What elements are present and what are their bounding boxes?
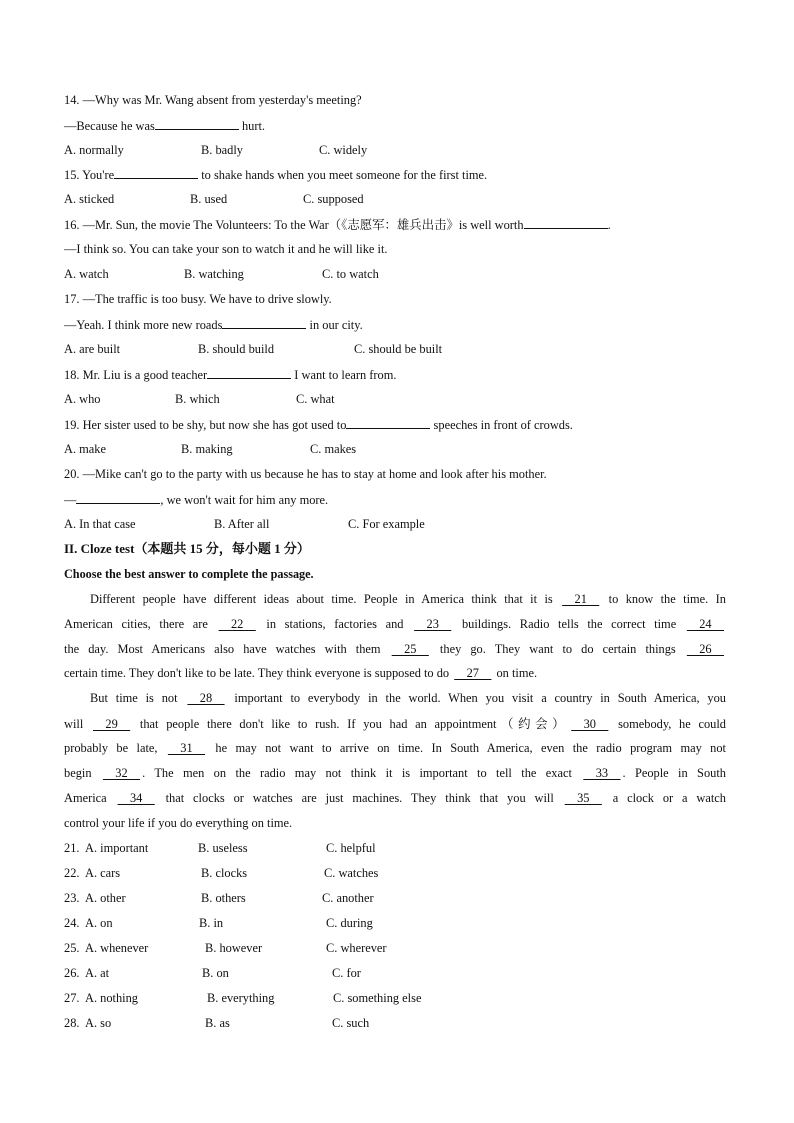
cloze-blank[interactable]: 26: [686, 642, 725, 656]
option-a[interactable]: A. important: [85, 841, 149, 855]
question-text: speeches in front of crowds.: [430, 418, 573, 432]
option-a[interactable]: A. nothing: [85, 991, 139, 1005]
option-b[interactable]: B. should build: [198, 342, 275, 356]
cloze-blank[interactable]: 28: [187, 691, 225, 705]
passage-text: a clock or a watch: [603, 791, 726, 805]
option-c[interactable]: C. supposed: [303, 192, 364, 206]
answer-blank[interactable]: [114, 166, 198, 179]
question-text: —Yeah. I think more new roads: [64, 318, 223, 332]
option-c[interactable]: C. another: [322, 891, 374, 905]
option-c[interactable]: C. watches: [324, 866, 379, 880]
passage-text: begin: [64, 766, 101, 780]
option-b[interactable]: B. useless: [198, 841, 248, 855]
passage-line: [64, 665, 726, 681]
cloze-blank[interactable]: 33: [583, 766, 621, 780]
question-text: Her sister used to be shy, but now she has got used to: [82, 418, 347, 432]
option-c[interactable]: C. during: [326, 916, 373, 930]
passage-text: Different people have different ideas about time. People in America think that it is: [90, 592, 561, 606]
question-number: 17.: [64, 292, 80, 306]
passage-text: But time is not: [90, 691, 186, 705]
cloze-blank[interactable]: 22: [218, 617, 256, 631]
answer-number: 23.: [64, 891, 80, 905]
option-b[interactable]: B. After all: [214, 517, 270, 531]
question-number: 16.: [64, 218, 80, 232]
option-b[interactable]: B. everything: [207, 991, 275, 1005]
passage-line: control your life if you do everything on time.: [64, 816, 293, 830]
question-20: [64, 466, 547, 482]
question-number: 14.: [64, 93, 80, 107]
option-c[interactable]: C. for: [332, 966, 361, 980]
passage-text: that clocks or watches are just machines. They think that you will: [156, 791, 563, 805]
answer-blank[interactable]: [155, 117, 239, 130]
answer-blank[interactable]: [524, 216, 608, 229]
option-a[interactable]: A. watch: [64, 267, 109, 281]
answer-number: 28.: [64, 1016, 80, 1030]
cloze-blank[interactable]: 29: [93, 717, 131, 731]
answer-blank[interactable]: [76, 491, 160, 504]
option-a[interactable]: A. at: [85, 966, 110, 980]
option-c[interactable]: C. widely: [319, 143, 368, 157]
passage-line: [64, 716, 726, 732]
question-text: —: [64, 493, 77, 507]
option-b[interactable]: B. badly: [201, 143, 243, 157]
option-a[interactable]: A. make: [64, 442, 106, 456]
question-text: —The traffic is too busy. We have to drive slowly.: [82, 292, 332, 306]
option-c[interactable]: C. what: [296, 392, 335, 406]
passage-line: [64, 641, 726, 657]
question-text: I want to learn from.: [291, 368, 397, 382]
question-14-answer-line: [64, 117, 265, 134]
question-14: [64, 92, 362, 108]
option-c[interactable]: C. helpful: [326, 841, 376, 855]
option-c[interactable]: C. should be built: [354, 342, 443, 356]
passage-text: somebody, he could: [610, 717, 726, 731]
option-c[interactable]: C. For example: [348, 517, 425, 531]
option-b[interactable]: B. watching: [184, 267, 244, 281]
question-number: 15.: [64, 168, 80, 182]
question-16: [64, 216, 611, 233]
cloze-blank[interactable]: 32: [102, 766, 141, 780]
passage-text: to know the time. In: [601, 592, 726, 606]
question-text: —Mike can't go to the party with us because he has to stay at home and look after his mother.: [82, 467, 547, 481]
passage-text: they go. They want to do certain things: [430, 642, 685, 656]
section-instruction: Choose the best answer to complete the passage.: [64, 567, 314, 581]
question-20-answer-line: [64, 491, 328, 508]
question-text: —Mr. Sun, the movie The Volunteers: To the War（《志愿军：雄兵出击》is well worth: [82, 218, 524, 232]
option-c[interactable]: C. wherever: [326, 941, 387, 955]
option-b[interactable]: B. in: [199, 916, 224, 930]
option-a[interactable]: A. sticked: [64, 192, 115, 206]
cloze-blank[interactable]: 30: [571, 717, 609, 731]
question-number: 19.: [64, 418, 80, 432]
answer-blank[interactable]: [222, 316, 306, 329]
option-c[interactable]: C. something else: [333, 991, 422, 1005]
passage-line: [64, 740, 726, 756]
question-16-reply: —I think so. You can take your son to watch it and he will like it.: [64, 242, 388, 256]
option-b[interactable]: B. clocks: [201, 866, 248, 880]
option-a[interactable]: A. so: [85, 1016, 112, 1030]
passage-text: certain time. They don't like to be late. They think everyone is supposed to do: [64, 666, 453, 680]
option-b[interactable]: B. however: [205, 941, 263, 955]
option-a[interactable]: A. whenever: [85, 941, 149, 955]
question-text: —Because he was: [64, 119, 155, 133]
cloze-blank[interactable]: 27: [454, 666, 492, 680]
option-a[interactable]: A. cars: [85, 866, 121, 880]
passage-text: buildings. Radio tells the correct time: [453, 617, 685, 631]
question-number: 20.: [64, 467, 80, 481]
option-a[interactable]: A. who: [64, 392, 101, 406]
cloze-blank[interactable]: 34: [117, 791, 155, 805]
section-title: II. Cloze test（本题共 15 分，每小题 1 分）: [64, 541, 310, 556]
passage-line: [64, 765, 726, 781]
answer-number: 24.: [64, 916, 80, 930]
option-a[interactable]: A. on: [85, 916, 113, 930]
passage-line: [90, 591, 726, 607]
passage-line: [90, 690, 726, 706]
passage-text: that people there don't like to rush. If you had an appointment（约会）: [132, 717, 570, 731]
option-b[interactable]: B. on: [202, 966, 229, 980]
cloze-blank[interactable]: 31: [167, 741, 206, 755]
question-text: hurt.: [238, 119, 265, 133]
passage-text: . People in South: [622, 766, 726, 780]
passage-text: on time.: [493, 666, 538, 680]
question-15: [64, 166, 487, 183]
answer-number: 27.: [64, 991, 80, 1005]
question-19: [64, 416, 573, 433]
answer-blank[interactable]: [346, 416, 430, 429]
passage-text: American cities, there are: [64, 617, 217, 631]
passage-text: . The men on the radio may not think it is important to tell the exact: [142, 766, 582, 780]
question-text: to shake hands when you meet someone for the first time.: [198, 168, 488, 182]
cloze-blank[interactable]: 35: [564, 791, 602, 805]
option-c[interactable]: C. to watch: [322, 267, 379, 281]
answer-number: 21.: [64, 841, 80, 855]
question-text: in our city.: [306, 318, 363, 332]
option-b[interactable]: B. making: [181, 442, 233, 456]
option-c[interactable]: C. makes: [310, 442, 357, 456]
passage-line: [64, 616, 726, 632]
option-b[interactable]: B. others: [201, 891, 246, 905]
cloze-blank[interactable]: 23: [414, 617, 452, 631]
question-number: 18.: [64, 368, 80, 382]
question-18: [64, 366, 396, 383]
option-a[interactable]: A. are built: [64, 342, 121, 356]
question-text: Mr. Liu is a good teacher: [82, 368, 208, 382]
answer-number: 25.: [64, 941, 80, 955]
option-a[interactable]: A. In that case: [64, 517, 136, 531]
question-text: .: [607, 218, 611, 232]
option-b[interactable]: B. as: [205, 1016, 230, 1030]
option-c[interactable]: C. such: [332, 1016, 370, 1030]
cloze-blank[interactable]: 24: [686, 617, 725, 631]
cloze-blank[interactable]: 25: [391, 642, 429, 656]
passage-text: America: [64, 791, 116, 805]
option-a[interactable]: A. normally: [64, 143, 124, 157]
option-b[interactable]: B. which: [175, 392, 220, 406]
question-text: —Why was Mr. Wang absent from yesterday's meeting?: [82, 93, 362, 107]
question-17-answer-line: [64, 316, 363, 333]
passage-text: probably be late,: [64, 741, 166, 755]
answer-number: 22.: [64, 866, 80, 880]
question-text: You're: [82, 168, 115, 182]
question-17: [64, 291, 332, 307]
answer-blank[interactable]: [207, 366, 291, 379]
passage-line: [64, 790, 726, 806]
passage-text: will: [64, 717, 91, 731]
option-a[interactable]: A. other: [85, 891, 126, 905]
cloze-blank[interactable]: 21: [562, 592, 600, 606]
passage-text: in stations, factories and: [257, 617, 413, 631]
passage-text: the day. Most Americans also have watches with them: [64, 642, 390, 656]
question-text: , we won't wait for him any more.: [160, 493, 329, 507]
passage-text: he may not want to arrive on time. In South America, even the radio program may not: [207, 741, 726, 755]
option-b[interactable]: B. used: [190, 192, 228, 206]
answer-number: 26.: [64, 966, 80, 980]
passage-text: important to everybody in the world. When you visit a country in South America, you: [226, 691, 726, 705]
